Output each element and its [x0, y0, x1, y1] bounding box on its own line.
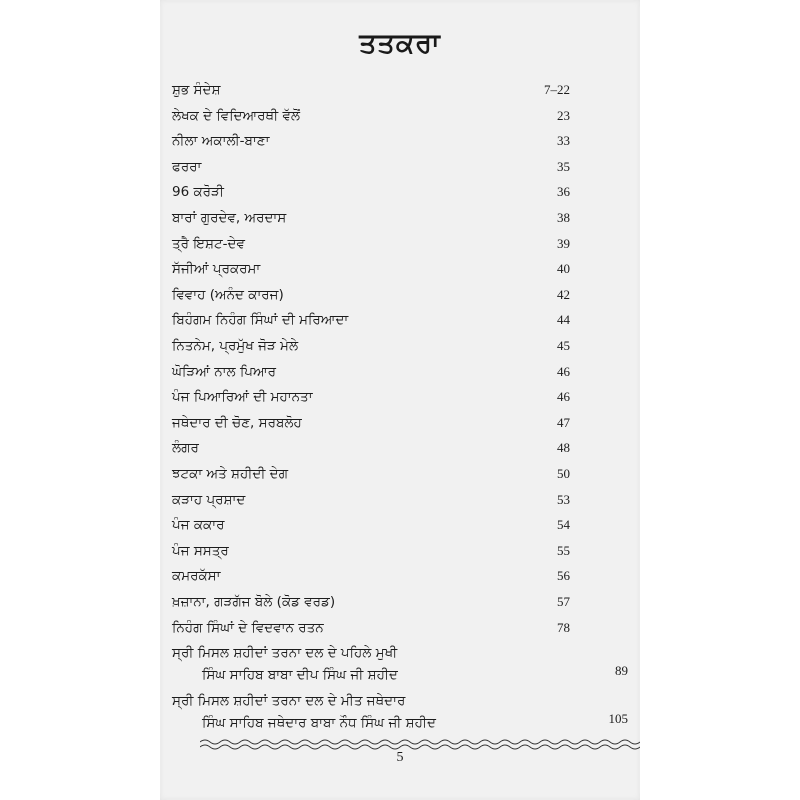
toc-entry-page: 39	[557, 235, 570, 251]
toc-entry-title: ਸੱਜੀਆਂ ਪ੍ਰਕਰਮਾ	[172, 261, 261, 278]
toc-entry-title: ਜਥੇਦਾਰ ਦੀ ਚੋਣ, ਸਰਬਲੋਹ	[172, 414, 302, 431]
toc-entry-title: ਬਾਰਾਂ ਗੁਰਦੇਵ, ਅਰਦਾਸ	[172, 210, 287, 226]
toc-entry-title-line2: ਸਿੰਘ ਸਾਹਿਬ ਬਾਬਾ ਦੀਪ ਸਿੰਘ ਜੀ ਸ਼ਹੀਦ	[202, 667, 398, 684]
toc-entry	[160, 492, 640, 514]
page-title: ਤਤਕਰਾ	[359, 28, 441, 59]
toc-entry-page: 36	[557, 184, 570, 200]
toc-entry-page: 48	[557, 440, 570, 456]
toc-entry	[160, 364, 640, 386]
toc-entry-page: 53	[557, 491, 570, 507]
toc-entry-page: 47	[557, 414, 570, 430]
toc-entry-page: 40	[557, 261, 570, 277]
toc-entry-title: ਫਰਰਾ	[172, 158, 202, 175]
toc-entry-page: 78	[557, 619, 570, 635]
toc-entry-page: 54	[557, 517, 570, 533]
toc-entry-page: 50	[557, 466, 570, 481]
toc-entry-page: 55	[557, 542, 570, 558]
toc-entry-title: ਲੇਖਕ ਦੇ ਵਿਦਿਆਰਥੀ ਵੱਲੋਂ	[172, 107, 301, 124]
toc-entry-long	[160, 693, 640, 737]
toc-entry-title: ਪੰਜ ਕਕਾਰ	[172, 517, 225, 534]
toc-entry	[160, 287, 640, 309]
toc-entry-page: 7–22	[544, 82, 570, 97]
toc-entry-title: ਲੰਗਰ	[172, 440, 199, 457]
toc-entry-title: ਬਿਹੰਗਮ ਨਿਹੰਗ ਸਿੰਘਾਂ ਦੀ ਮਰਿਆਦਾ	[172, 312, 349, 329]
toc-entry-page: 23	[557, 107, 570, 123]
toc-entry	[160, 82, 640, 104]
toc-entry-page: 89	[615, 663, 628, 679]
toc-entry	[160, 236, 640, 258]
toc-entry-title: ਵਿਵਾਹ (ਅਨੰਦ ਕਾਰਜ)	[172, 286, 284, 303]
toc-entry	[160, 184, 640, 206]
toc-entry-title: ਨੀਲਾ ਅਕਾਲੀ-ਬਾਣਾ	[172, 133, 270, 150]
toc-entry	[160, 620, 640, 642]
toc-entry	[160, 517, 640, 539]
toc-entry	[160, 338, 640, 360]
toc-entry-title-line1: ਸ੍ਰੀ ਮਿਸਲ ਸ਼ਹੀਦਾਂ ਤਰਨਾ ਦਲ ਦੇ ਪਹਿਲੇ ਮੁਖੀ	[172, 645, 398, 662]
toc-entry-long	[160, 645, 640, 689]
toc-entry-page: 42	[557, 286, 570, 302]
toc-entry-title: ਪੰਜ ਪਿਆਰਿਆਂ ਦੀ ਮਹਾਨਤਾ	[172, 389, 313, 406]
toc-entry-title: ਨਿਤਨੇਮ, ਪ੍ਰਮੁੱਖ ਜੋੜ ਮੇਲੇ	[172, 338, 299, 354]
toc-entry-title: ਨਿਹੰਗ ਸਿੰਘਾਂ ਦੇ ਵਿਦਵਾਨ ਰਤਨ	[172, 619, 324, 636]
toc-entry	[160, 440, 640, 462]
toc-entry-title-line2: ਸਿੰਘ ਸਾਹਿਬ ਜਥੇਦਾਰ ਬਾਬਾ ਨੌਧ ਸਿੰਘ ਜੀ ਸ਼ਹੀਦ	[202, 715, 436, 732]
toc-entry-page: 57	[557, 594, 570, 609]
toc-entry-page: 44	[557, 312, 570, 328]
toc-entry	[160, 133, 640, 155]
toc-entry	[160, 568, 640, 590]
toc-entry-page: 46	[557, 363, 570, 379]
toc-entry	[160, 312, 640, 334]
toc-entry-title: ਤ੍ਰੈ ਇਸ਼ਟ-ਦੇਵ	[172, 235, 245, 252]
toc-entry-page: 46	[557, 389, 570, 405]
toc-entry	[160, 261, 640, 283]
toc-entry	[160, 108, 640, 130]
toc-entry-page: 33	[557, 133, 570, 149]
toc-entry-title: ਸ਼ੁਭ ਸੰਦੇਸ਼	[172, 82, 221, 98]
toc-entry	[160, 210, 640, 232]
toc-entry	[160, 389, 640, 411]
toc-entry-page: 56	[557, 568, 570, 584]
toc-entry	[160, 543, 640, 565]
toc-entry-title: ਕਮਰਕੱਸਾ	[172, 568, 221, 585]
toc-entry-page: 105	[608, 711, 628, 727]
toc-entry-page: 35	[557, 158, 570, 174]
book-page	[160, 0, 640, 800]
toc-entry-title: 96 ਕਰੋੜੀ	[172, 184, 224, 201]
toc-entry-page: 45	[557, 338, 570, 353]
toc-entry-title: ਝਟਕਾ ਅਤੇ ਸ਼ਹੀਦੀ ਦੇਗ	[172, 466, 289, 482]
toc-entry	[160, 159, 640, 181]
toc-entry	[160, 466, 640, 488]
toc-entry-title: ਖ਼ਜ਼ਾਨਾ, ਗੜਗੱਜ ਬੋਲੇ (ਕੋਡ ਵਰਡ)	[172, 594, 336, 610]
toc-entry-title: ਕੜਾਹ ਪ੍ਰਸ਼ਾਦ	[172, 491, 246, 508]
toc-entry-title: ਘੋੜਿਆਂ ਨਾਲ ਪਿਆਰ	[172, 363, 277, 380]
toc-entry	[160, 594, 640, 616]
toc-entry	[160, 415, 640, 437]
toc-entry-page: 38	[557, 210, 570, 225]
toc-entry-title: ਪੰਜ ਸਸਤ੍ਰ	[172, 542, 229, 559]
toc-entry-title-line1: ਸ੍ਰੀ ਮਿਸਲ ਸ਼ਹੀਦਾਂ ਤਰਨਾ ਦਲ ਦੇ ਮੀਤ ਜਥੇਦਾਰ	[172, 693, 406, 710]
page-number: 5	[396, 750, 404, 765]
